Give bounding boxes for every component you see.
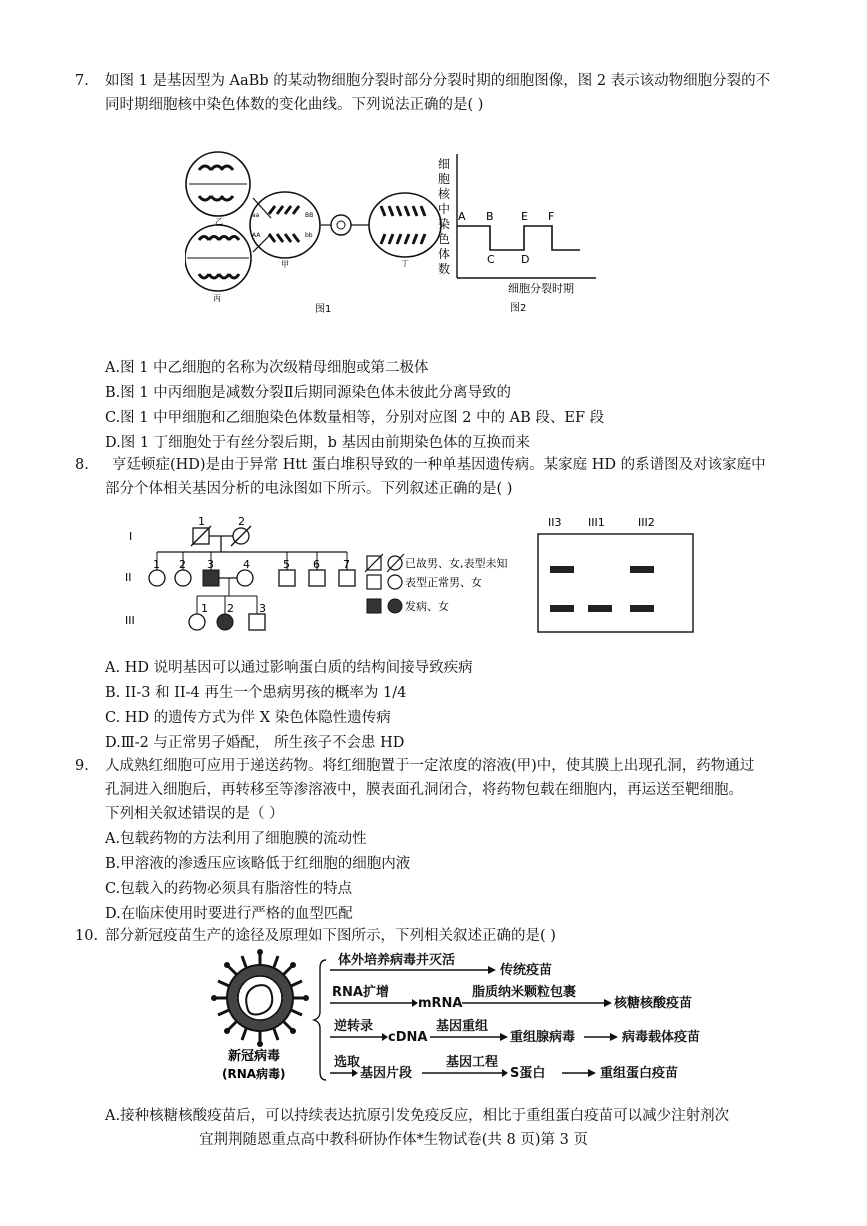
ii2-normal-female (175, 570, 191, 586)
ii7-id: 7 (343, 558, 350, 571)
ii4-id: 4 (243, 558, 250, 571)
q8-option-d[interactable]: D.Ⅲ-2 与正常男子婚配， 所生孩子不会患 HD (105, 735, 405, 751)
figure1-label: 图1 (315, 304, 332, 315)
q8-option-c[interactable]: C. HD 的遗传方式为伴 X 染色体隐性遗传病 (105, 710, 391, 726)
mrna: mRNA (418, 996, 463, 1011)
cell-yi-label: 乙 (215, 217, 223, 226)
y-char-2: 胞 (438, 172, 451, 186)
ii4-normal-female (237, 570, 253, 586)
viral-vector-vaccine: 病毒载体疫苗 (622, 1030, 701, 1045)
ii6-normal-male (309, 570, 325, 586)
q7-option-b[interactable]: B.图 1 中丙细胞是减数分裂Ⅱ后期同源染色体未彼此分离导致的 (105, 385, 512, 401)
q9-option-a[interactable]: A.包载药物的方法利用了细胞膜的流动性 (105, 831, 367, 847)
q8-number: 8. (75, 457, 89, 473)
cdna: cDNA (388, 1030, 428, 1045)
traditional-vaccine: 传统疫苗 (500, 963, 553, 978)
q8-stem-line2: 部分个体相关基因分析的电泳图如下所示。下列叙述正确的是( ) (105, 481, 513, 497)
y-char-4: 中 (438, 202, 451, 216)
allele-aa: aa (252, 212, 260, 219)
step-rna-amplify: RNA扩增 (332, 985, 389, 1000)
figure2-label: 图2 (510, 303, 527, 314)
iii2-affected-female (217, 614, 233, 630)
allele-bb-upper: BB (305, 212, 314, 219)
iii1-normal-female (189, 614, 205, 630)
step-culture-inactivate: 体外培养病毒并灭活 (338, 953, 456, 968)
q8-option-b[interactable]: B. II-3 和 II-4 再生一个患病男孩的概率为 1/4 (105, 685, 407, 701)
ii5-id: 5 (283, 558, 290, 571)
point-f: F (548, 210, 555, 223)
recombinant-protein-vaccine: 重组蛋白疫苗 (600, 1066, 679, 1081)
iii3-normal-male (249, 614, 265, 630)
q7-stem-line2: 同时期细胞核中染色体数的变化曲线。下列说法正确的是( ) (105, 97, 484, 113)
q9-stem-line2: 孔洞进入细胞后，再转移至等渗溶液中，膜表面孔洞闭合，将药物包载在细胞内，再运送至靶细胞。 (105, 782, 743, 798)
allele-aa-upper: AA (252, 232, 261, 239)
q10-option-a[interactable]: A.接种核糖核酸疫苗后，可以持续表达抗原引发免疫反应，相比于重组蛋白疫苗可以减少注射剂次 (105, 1108, 730, 1124)
q10-stem: 部分新冠疫苗生产的途径及原理如下图所示，下列相关叙述正确的是( ) (105, 928, 556, 944)
q9-stem-line1: 人成熟红细胞可应用于递送药物。将红细胞置于一定浓度的溶液(甲)中，使其膜上出现孔洞，药物通过 (105, 758, 755, 774)
cell-jia-label: 甲 (281, 260, 289, 269)
y-char-5: 染 (438, 217, 451, 231)
x-label: 细胞分裂时期 (508, 282, 574, 295)
iii2-id: 2 (227, 602, 234, 615)
q7-figure1 (185, 148, 450, 318)
point-d: D (521, 253, 530, 266)
iii1-id: 1 (201, 602, 208, 615)
ii1-id: 1 (153, 558, 160, 571)
q9-option-b[interactable]: B.甲溶液的渗透压应该略低于红细胞的细胞内液 (105, 856, 411, 872)
ii3-affected-male (203, 570, 219, 586)
ii7-normal-male (339, 570, 355, 586)
cell-bing-label: 丙 (213, 294, 221, 303)
virus-icon (211, 949, 309, 1047)
point-b: B (486, 210, 494, 223)
q9-number: 9. (75, 758, 89, 774)
q7-option-a[interactable]: A.图 1 中乙细胞的名称为次级精母细胞或第二极体 (105, 360, 429, 376)
iii3-id: 3 (259, 602, 266, 615)
virus-type-label: (RNA病毒) (222, 1067, 286, 1081)
lane-iii2: III2 (638, 516, 655, 529)
q8-gel (530, 512, 700, 637)
step-reverse-transcription: 逆转录 (334, 1019, 374, 1034)
ii2-id: 2 (179, 558, 186, 571)
legend-affected: 发病、女 (405, 600, 449, 613)
q9-stem-line3: 下列相关叙述错误的是（ ） (105, 806, 284, 822)
y-char-6: 色 (438, 232, 451, 246)
point-a: A (458, 210, 466, 223)
cell-bing (185, 225, 251, 303)
s-protein: S蛋白 (510, 1066, 546, 1081)
q7-number: 7. (75, 73, 89, 89)
ii3-id: 3 (207, 558, 214, 571)
y-char-3: 核 (438, 187, 451, 201)
q10-vaccine-diagram (200, 948, 720, 1096)
rna-vaccine: 核糖核酸疫苗 (614, 996, 693, 1011)
gen-i: I (129, 530, 133, 543)
y-char-8: 数 (438, 262, 451, 276)
cell-jia (250, 192, 320, 269)
lane-iii1: III1 (588, 516, 605, 529)
ii1-normal-female (149, 570, 165, 586)
i1-id: 1 (198, 515, 205, 528)
point-c: C (487, 253, 495, 266)
legend-deceased: 已故男、女,表型未知 (405, 557, 508, 570)
legend-normal: 表型正常男、女 (405, 576, 482, 589)
y-char-1: 细 (438, 157, 451, 171)
step-select: 选取 (334, 1055, 361, 1070)
q8-option-a[interactable]: A. HD 说明基因可以通过影响蛋白质的结构间接导致疾病 (105, 660, 473, 676)
i2-id: 2 (238, 515, 245, 528)
step-genetic-engineering: 基因工程 (446, 1055, 499, 1070)
recombinant-adenovirus: 重组腺病毒 (510, 1030, 576, 1045)
cell-yi (186, 152, 250, 226)
lane-ii3: II3 (548, 516, 562, 529)
q8-pedigree (125, 512, 525, 642)
q7-figure2 (430, 152, 610, 317)
gen-iii: III (125, 614, 135, 627)
q9-option-c[interactable]: C.包载入的药物必须具有脂溶性的特点 (105, 881, 353, 897)
step-gene-recombination: 基因重组 (436, 1019, 489, 1034)
step-lipid-nanoparticle: 脂质纳米颗粒包裹 (472, 985, 577, 1000)
allele-bb-lower: bb (305, 232, 313, 239)
q7-option-d[interactable]: D.图 1 丁细胞处于有丝分裂后期，b 基因由前期染色体的互换而来 (105, 435, 531, 451)
y-char-7: 体 (438, 247, 451, 261)
pedigree-legend (365, 554, 508, 613)
ii6-id: 6 (313, 558, 320, 571)
page-footer: 宜荆荆随恩重点高中教科研协作体*生物试卷(共 8 页)第 3 页 (199, 1132, 588, 1148)
point-e: E (521, 210, 528, 223)
q8-stem-line1: 亨廷顿症(HD)是由于异常 Htt 蛋白堆积导致的一种单基因遗传病。某家庭 HD 的系谱图及对该家庭中 (112, 457, 766, 473)
ii5-normal-male (279, 570, 295, 586)
q9-option-d[interactable]: D.在临床使用时要进行严格的血型匹配 (105, 906, 353, 922)
q7-stem-line1: 如图 1 是基因型为 AaBb 的某动物细胞分裂时部分分裂时期的细胞图像，图 2 表示该动物细胞分裂的不 (105, 73, 771, 89)
gene-fragment: 基因片段 (360, 1066, 413, 1081)
q7-option-c[interactable]: C.图 1 中甲细胞和乙细胞染色体数量相等，分别对应图 2 中的 AB 段、EF 段 (105, 410, 605, 426)
gen-ii: II (125, 571, 132, 584)
q10-number: 10. (75, 928, 99, 944)
virus-label: 新冠病毒 (228, 1049, 281, 1064)
cell-ding-label: 丁 (401, 259, 409, 268)
